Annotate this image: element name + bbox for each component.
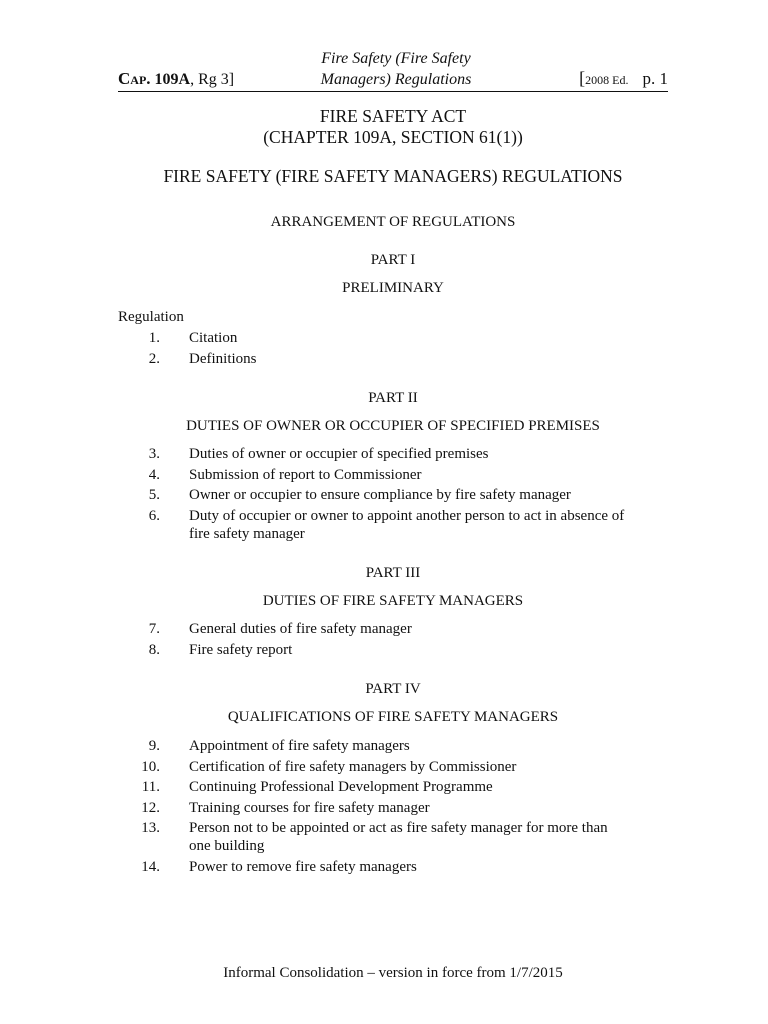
toc-title: Duties of owner or occupier of specified premises [189,446,489,462]
toc-list-part-3 [118,620,668,661]
page-number: p. 1 [642,69,668,88]
part-label: PART IV [365,681,421,697]
toc-title: Owner or occupier to ensure compliance by fire safety manager [189,487,571,503]
document-page [118,0,668,1024]
edition-bracket: [ [579,68,586,88]
regulation-column-label: Regulation [118,309,184,325]
toc-number: 14. [141,858,160,875]
toc-number: 7. [148,621,160,637]
toc-title: Person not to be appointed or act as fire safety manager for more than one building [189,820,608,854]
part-heading: DUTIES OF FIRE SAFETY MANAGERS [262,593,524,609]
toc-number: 3. [148,446,160,462]
act-chapter: (CHAPTER 109A, SECTION 61(1)) [263,127,523,147]
toc-item[interactable] [118,737,668,755]
toc-title: Continuing Professional Development Programme [189,779,493,795]
act-title: FIRE SAFETY ACT [319,106,467,126]
toc-item[interactable] [118,445,668,463]
toc-item[interactable] [118,778,668,796]
cap-rest: , Rg 3] [190,71,235,88]
running-title-line2: Managers) Regulations [320,71,472,88]
part-heading: QUALIFICATIONS OF FIRE SAFETY MANAGERS [227,709,559,725]
toc-title: Citation [189,330,238,346]
toc-number: 9. [148,738,160,754]
toc-list-part-4 [118,737,668,878]
toc-number: 12. [141,799,160,816]
toc-list-part-2 [118,445,668,545]
toc-item[interactable] [118,350,668,368]
toc-item[interactable] [118,486,668,504]
part-label: PART III [365,565,421,581]
toc-item[interactable] [118,819,668,855]
toc-title: Definitions [189,350,257,367]
toc-item[interactable] [118,507,668,543]
header-rule [118,91,668,92]
running-header [118,48,668,92]
toc-number: 5. [148,487,160,503]
part-label: PART I [370,252,416,268]
toc-item[interactable] [118,329,668,347]
toc-item[interactable] [118,799,668,817]
toc-number: 6. [148,507,160,524]
toc-number: 2. [148,350,160,367]
consolidation-footer: Informal Consolidation – version in force from 1/7/2015 [223,965,563,981]
edition: 2008 Ed. [585,73,629,87]
part-label: PART II [368,390,418,406]
cap-word: Cap. [118,69,151,88]
toc-list-part-1 [118,329,668,370]
toc-number: 13. [141,820,160,836]
toc-title: Power to remove fire safety managers [189,858,417,875]
toc-number: 8. [148,641,160,658]
regulations-title: FIRE SAFETY (FIRE SAFETY MANAGERS) REGULATIONS [163,166,623,186]
cap-number: 109A [154,71,191,88]
toc-item[interactable] [118,620,668,638]
toc-number: 1. [148,330,160,346]
running-title [304,48,488,90]
toc-item[interactable] [118,641,668,659]
toc-item[interactable] [118,858,668,876]
toc-title: Training courses for fire safety manager [189,799,430,816]
toc-item[interactable] [118,758,668,776]
part-heading: PRELIMINARY [342,280,444,296]
toc-title: Certification of fire safety managers by Commissioner [189,758,517,775]
toc-title: Appointment of fire safety managers [189,738,410,754]
toc-title: General duties of fire safety manager [189,621,412,637]
toc-number: 4. [148,466,160,483]
chapter-reference [118,69,234,89]
toc-number: 11. [141,779,160,795]
toc-title: Duty of occupier or owner to appoint another person to act in absence of fire safety manager [189,507,625,542]
toc-number: 10. [141,758,160,775]
edition-and-page [579,68,668,89]
toc-title: Submission of report to Commissioner [189,466,422,483]
part-heading: DUTIES OF OWNER OR OCCUPIER OF SPECIFIED PREMISES [186,418,600,434]
arrangement-heading: ARRANGEMENT OF REGULATIONS [270,214,516,230]
toc-item[interactable] [118,466,668,484]
toc-title: Fire safety report [189,641,293,658]
running-title-line1: Fire Safety (Fire Safety [321,50,471,67]
